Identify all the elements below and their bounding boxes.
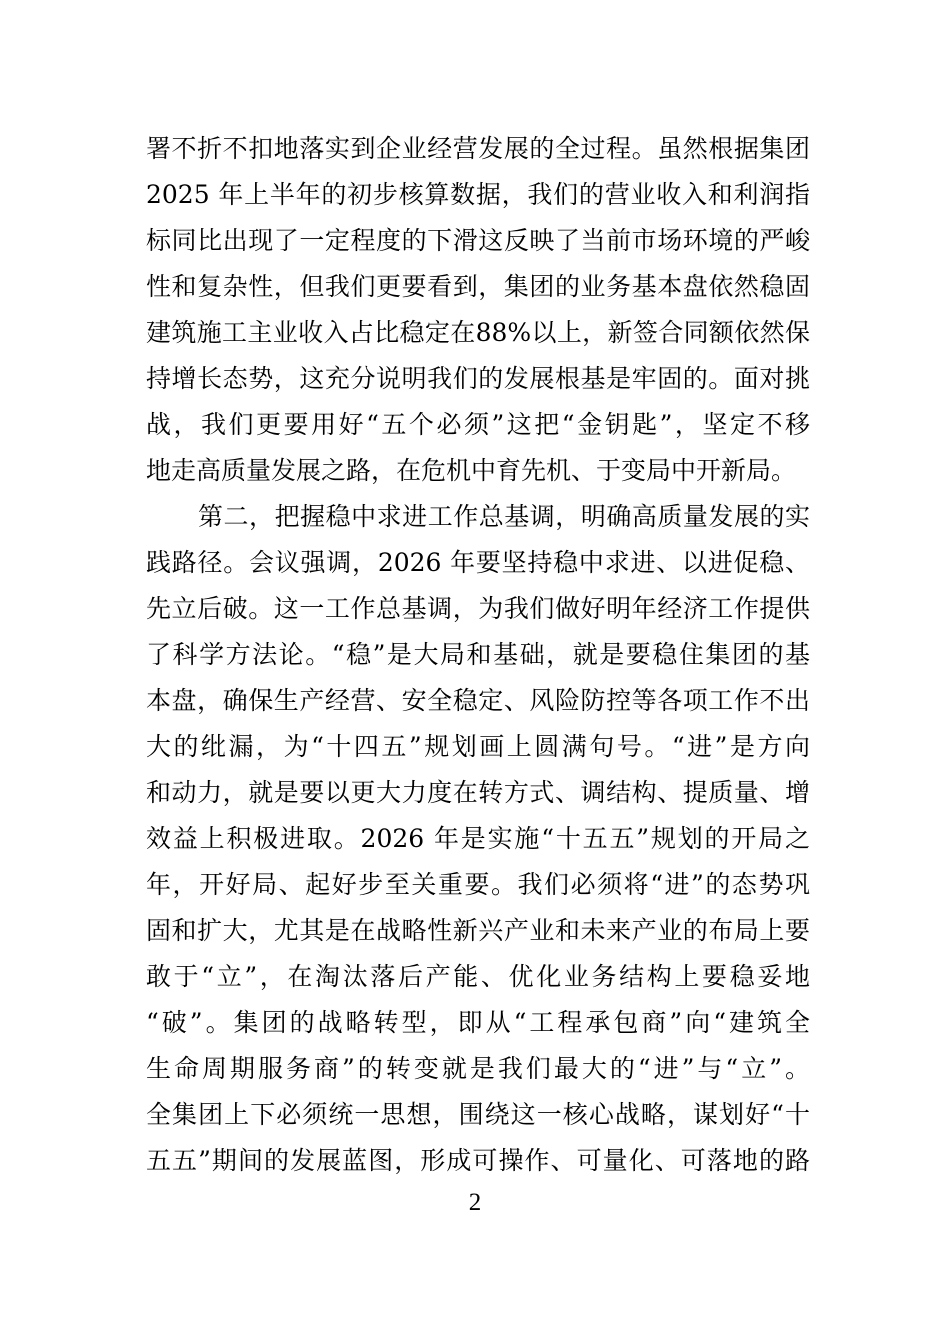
text-line: 建筑施工主业收入占比稳定在88%以上，新签合同额依然保 <box>146 318 810 347</box>
text-line: “破”。集团的战略转型，即从“工程承包商”向“建筑全 <box>146 1008 810 1037</box>
text-line: 和动力，就是要以更大力度在转方式、调结构、提质量、增 <box>146 778 810 807</box>
text-line: 本盘，确保生产经营、安全稳定、风险防控等各项工作不出 <box>146 686 810 715</box>
text-line: 年，开好局、起好步至关重要。我们必须将“进”的态势巩 <box>146 870 810 899</box>
text-line: 先立后破。这一工作总基调，为我们做好明年经济工作提供 <box>146 594 810 623</box>
text-line: 生命周期服务商”的转变就是我们最大的“进”与“立”。 <box>146 1054 810 1083</box>
paragraph-first-line: 第二，把握稳中求进工作总基调，明确高质量发展的实 <box>198 502 810 531</box>
text-line: 践路径。会议强调，2026 年要坚持稳中求进、以进促稳、 <box>146 548 810 577</box>
text-line: 性和复杂性，但我们更要看到，集团的业务基本盘依然稳固 <box>146 272 810 301</box>
text-line: 敢于“立”，在淘汰落后产能、优化业务结构上要稳妥地 <box>146 962 810 991</box>
text-line: 了科学方法论。“稳”是大局和基础，就是要稳住集团的基 <box>146 640 810 669</box>
text-line: 效益上积极进取。2026 年是实施“十五五”规划的开局之 <box>146 824 810 853</box>
text-line: 持增长态势，这充分说明我们的发展根基是牢固的。面对挑 <box>146 364 810 393</box>
text-line: 固和扩大，尤其是在战略性新兴产业和未来产业的布局上要 <box>146 916 810 945</box>
text-line: 标同比出现了一定程度的下滑这反映了当前市场环境的严峻 <box>146 226 810 255</box>
text-line: 署不折不扣地落实到企业经营发展的全过程。虽然根据集团 <box>146 134 810 163</box>
text-line: 五五”期间的发展蓝图，形成可操作、可量化、可落地的路 <box>146 1146 810 1175</box>
text-line: 全集团上下必须统一思想，围绕这一核心战略，谋划好“十 <box>146 1100 810 1129</box>
text-line: 战，我们更要用好“五个必须”这把“金钥匙”，坚定不移 <box>146 410 810 439</box>
body-text <box>146 126 810 1184</box>
text-line: 地走高质量发展之路，在危机中育先机、于变局中开新局。 <box>146 456 797 485</box>
text-line: 大的纰漏，为“十四五”规划画上圆满句号。“进”是方向 <box>146 732 811 761</box>
page-number: 2 <box>468 1189 482 1216</box>
text-line: 2025 年上半年的初步核算数据，我们的营业收入和利润指 <box>146 180 810 209</box>
